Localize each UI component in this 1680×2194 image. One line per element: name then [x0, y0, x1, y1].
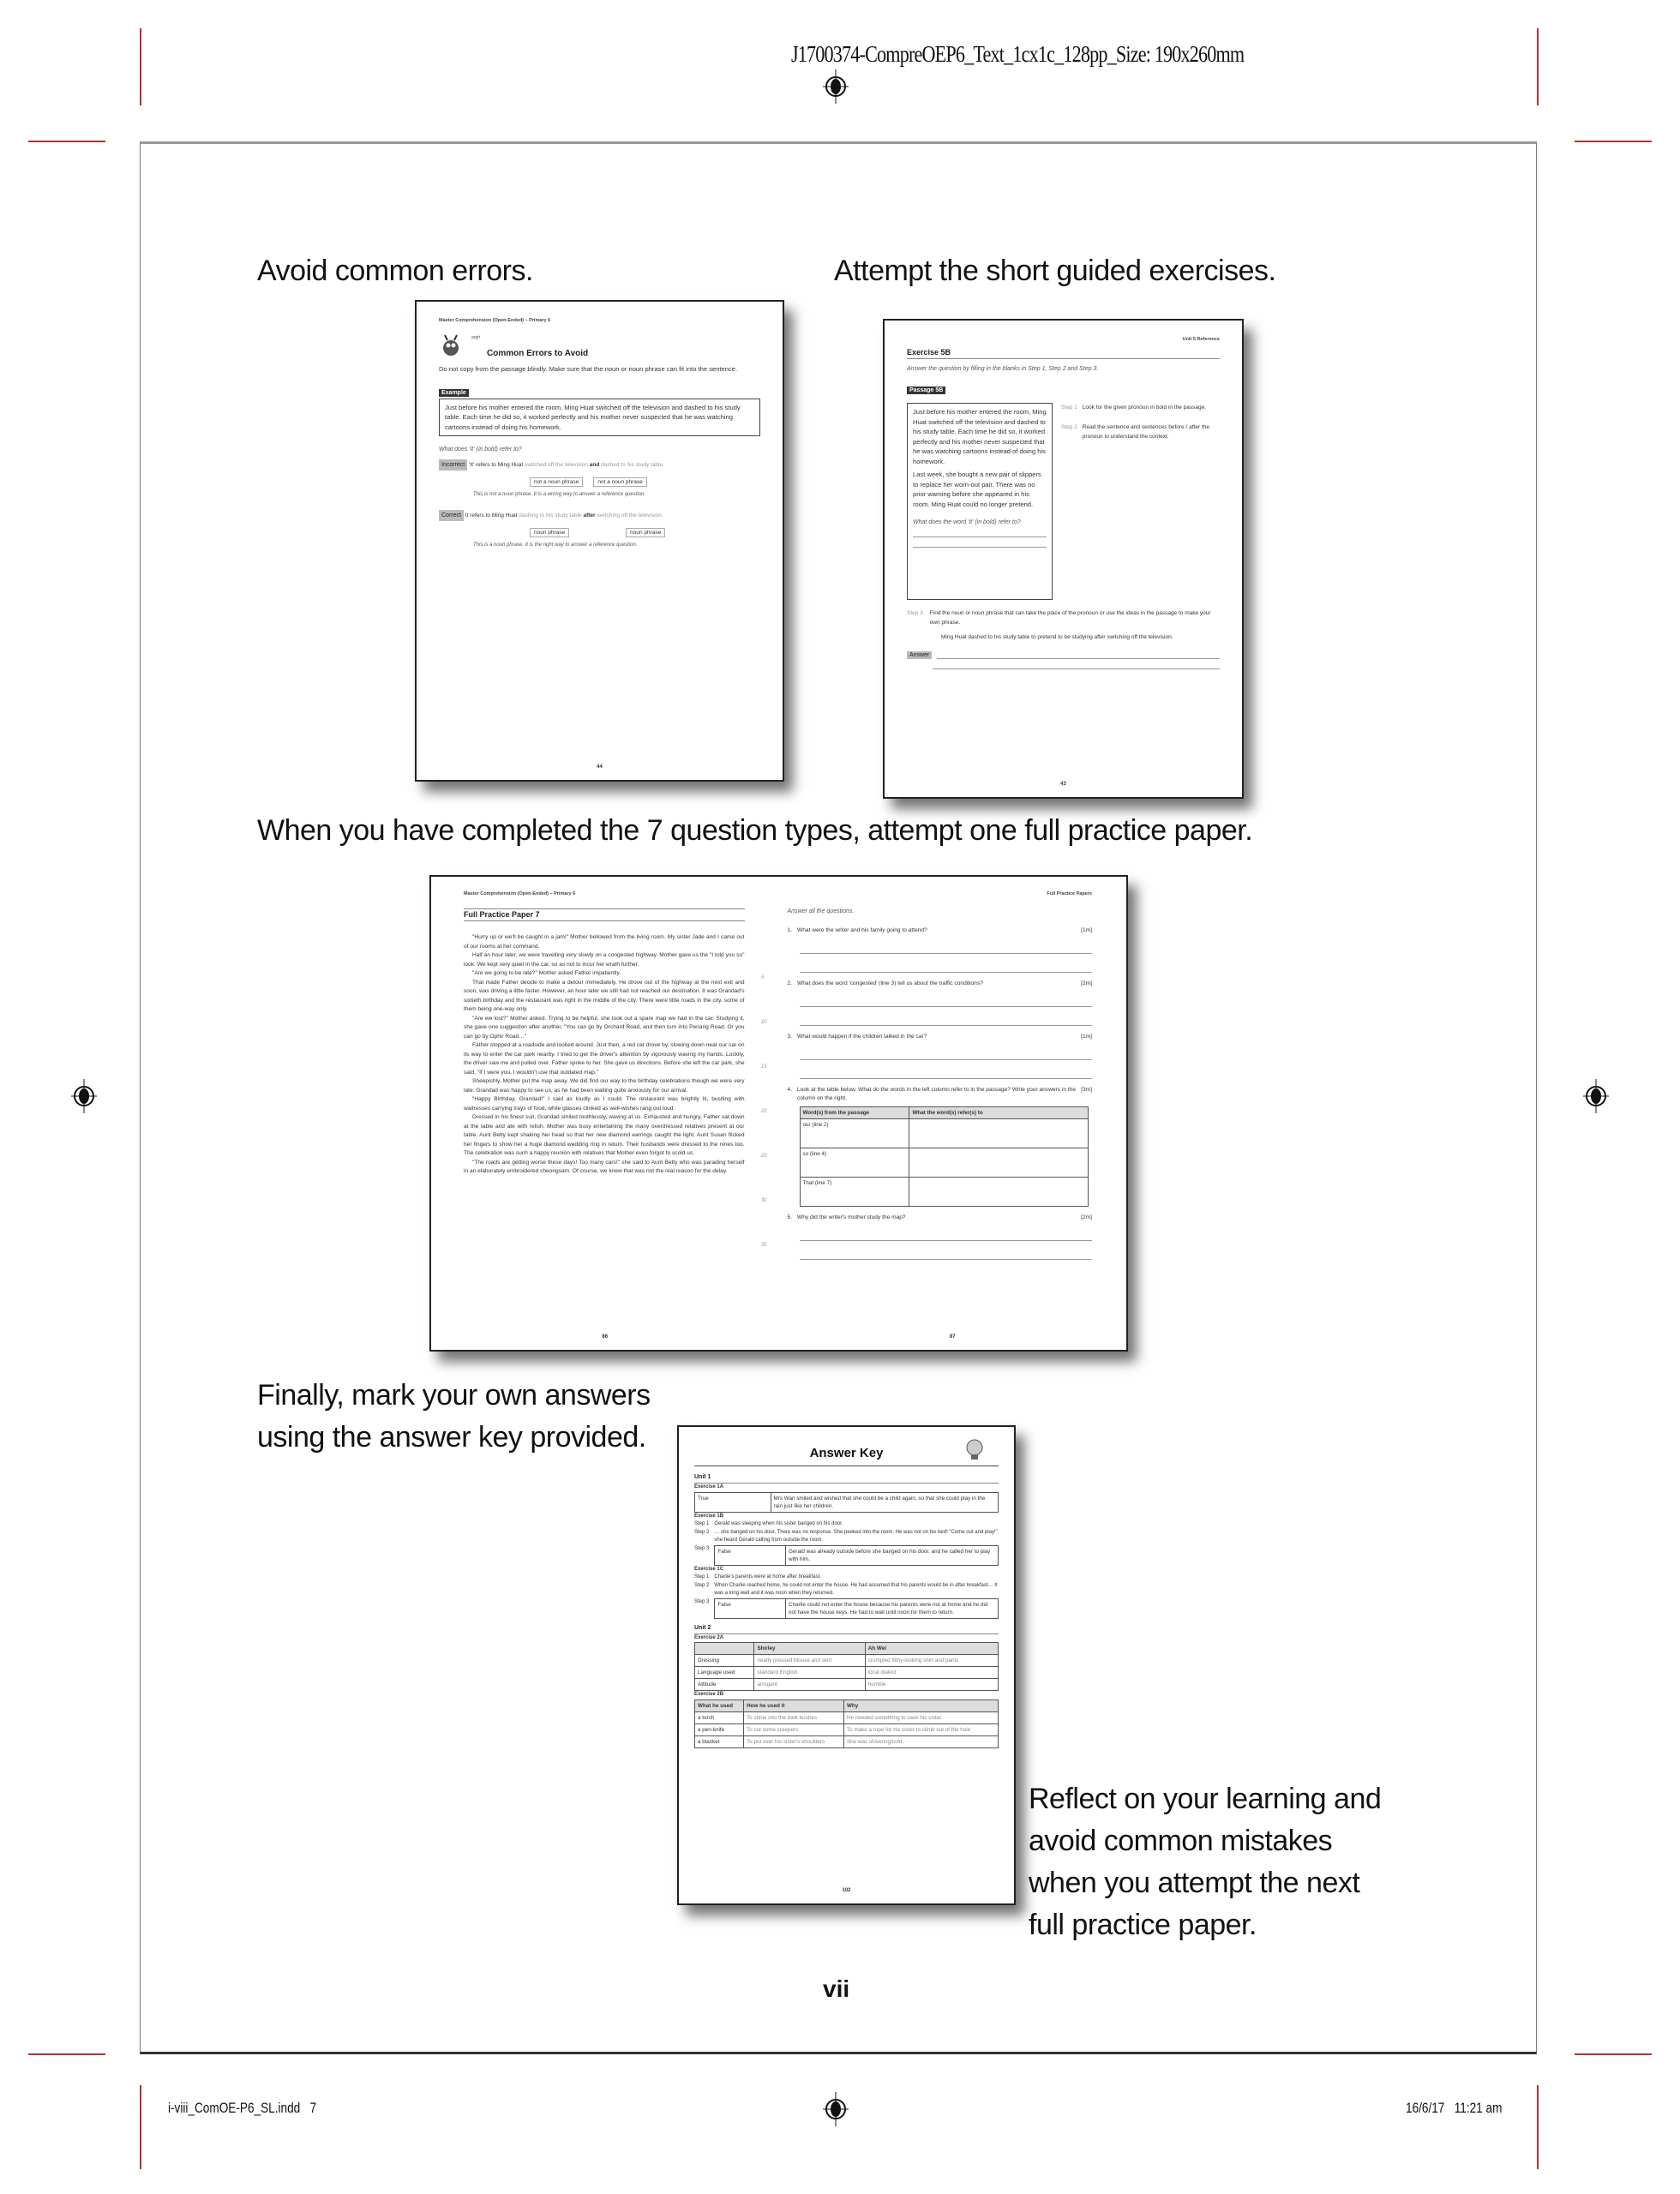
passage-tag: Passage 5B — [907, 387, 945, 394]
passage-text: Just before his mother entered the room, Ming Huat switched off the television and dashed to his study table. Each time he did so, it worked perfectly and his mother never suspected that he was watching cartoons instead of doing his homework. — [913, 408, 1047, 465]
answer-tag: Answer — [907, 651, 932, 659]
crop-mark — [140, 28, 141, 105]
question-text: What would happen if the children talked in the car? — [797, 1034, 927, 1040]
table-cell: To shine into the dark bushes — [744, 1711, 844, 1723]
question-text: Why did the writer's mother study the map? — [797, 1214, 906, 1220]
cell: False — [715, 1545, 786, 1565]
slug-datetime: 16/6/17 11:21 am — [1406, 2100, 1503, 2116]
thumb-header: Master Comprehension (Open-Ended) – Primary 6 — [464, 891, 576, 896]
table-cell: Dressing — [695, 1655, 754, 1667]
correct-after: after — [583, 513, 596, 519]
registration-mark-icon — [71, 1079, 97, 1113]
crop-mark — [1537, 28, 1539, 105]
question-item — [788, 980, 1093, 1026]
crop-mark — [28, 141, 105, 142]
table-header: What he used — [695, 1699, 744, 1711]
passage-paragraph: Father stopped at a roadside and looked around. Just then, a red car drove by, slowing down near our car on its way to enter the car park nearby. I tried to get the driver's attention by vigorously waving my hands. Luckily, the driver saw me and pulled over. Father spoke to her. She gave us directions. Before she left the car park, she said, "If I were you, I wouldn't use that outdated map." — [464, 1042, 745, 1076]
table-cell: so (line 4) — [800, 1148, 909, 1178]
table-cell: She was shivering/cold. — [843, 1735, 998, 1747]
thumb-page-number: 102 — [842, 1888, 851, 1893]
table-cell: That (line 7) — [800, 1178, 909, 1207]
table-header: How he used it — [744, 1699, 844, 1711]
table-header: Ah Wei — [865, 1643, 998, 1655]
incorrect-phrase: dashed to his study table. — [601, 462, 664, 468]
table-cell: Language used — [695, 1667, 754, 1679]
cell: Gerald was already outside before she banged on his door, and he called her to play with him. — [786, 1545, 999, 1565]
thumb-instruction: Answer all the questions. — [787, 908, 855, 914]
label-chip: not a noun phrase — [593, 477, 646, 487]
table-cell: To cut some creepers — [744, 1723, 844, 1735]
table-cell: a pen-knife — [695, 1723, 744, 1735]
question-number: 5. — [787, 1214, 792, 1220]
unit-heading: Unit 1 — [694, 1472, 999, 1484]
table-cell: arrogant — [754, 1679, 865, 1691]
question-number: 1. — [787, 927, 792, 933]
question-number: 4. — [787, 1087, 792, 1093]
line-numbers — [761, 975, 767, 1287]
question-marks: [2m] — [1081, 1214, 1092, 1220]
exercise-heading: Exercise 2B — [694, 1692, 724, 1697]
table-cell: standard English — [754, 1667, 865, 1679]
correct-tag: Correct — [439, 510, 464, 521]
table-cell: neatly pressed blouse and skirt — [754, 1655, 865, 1667]
registration-mark-icon — [823, 69, 849, 104]
thumbnail-practice-paper — [429, 875, 1128, 1352]
crop-mark — [1575, 2053, 1652, 2055]
thumb-page-number: 87 — [949, 1334, 956, 1340]
thumbnail-common-errors — [415, 300, 784, 782]
step-label: Step 1 — [694, 1574, 710, 1580]
passage-question: What does the word 'it' (in bold) refer to? — [913, 519, 1021, 525]
caption-line: avoid common mistakes — [1029, 1825, 1333, 1857]
thumb-header: Master Comprehension (Open-Ended) – Primary 6 — [439, 318, 551, 323]
example-text: Just before his mother entered the room, Ming Huat switched off the television and dashed to his study table. Each time he did so, it worked perfectly and his mother never suspected that he was watching cartoons instead of doing his homework. — [445, 403, 741, 431]
step-label: Step 1 — [694, 1521, 710, 1526]
registration-mark-icon — [823, 2092, 849, 2126]
line-number: 10 — [760, 1020, 767, 1025]
step-text: When Charlie reached home, he could not enter the house. He had assumed that his parents would be in after breakfast… It was a long wait and it was noon when they returned. — [714, 1582, 998, 1596]
cell: Mrs Wan smiled and wished that she could be a child again, so that she could play in the rain just like her children. — [771, 1492, 999, 1512]
correct-phrase: dashing to his study table — [519, 513, 582, 519]
table-header: Why — [843, 1699, 998, 1711]
incorrect-tag: Incorrect — [439, 459, 467, 471]
thumb-title: Full Practice Paper 7 — [464, 908, 745, 921]
mascot-icon — [439, 333, 465, 359]
table-cell: Attitude — [695, 1679, 754, 1691]
thumb-title: Answer Key — [809, 1446, 884, 1460]
question-number: 3. — [787, 1034, 792, 1040]
table-header: What the word(s) refer(s) to — [909, 1107, 1089, 1119]
table-cell: crumpled filthy-looking shirt and pants — [865, 1655, 998, 1667]
step-text: Read the sentence and sentences before / after the pronoun to understand the context. — [1082, 424, 1209, 440]
line-number: 20 — [760, 1109, 767, 1114]
crop-mark — [28, 2053, 105, 2055]
step-label: Step 2 — [1061, 424, 1077, 430]
cell: False — [715, 1598, 786, 1618]
line-number: 15 — [760, 1064, 767, 1070]
page-number: vii — [823, 1975, 850, 2002]
table-cell: local dialect — [865, 1667, 998, 1679]
caption-reflect — [1029, 1778, 1381, 1946]
exercise-heading: Exercise 1B — [694, 1513, 724, 1519]
caption-line: full practice paper. — [1029, 1909, 1257, 1941]
table-cell: To put over his sister's shoulders — [744, 1735, 844, 1747]
step3-example: Ming Huat dashed to his study table to pretend to be studying after switching off the television. — [941, 634, 1173, 640]
passage-paragraph: "Are we going to be late?" Mother asked Father impatiently. — [472, 970, 621, 976]
caption-finally — [257, 1375, 651, 1459]
caption-avoid: Avoid common errors. — [257, 255, 533, 287]
cell: Charlie could not enter the house because his parents were not at home and he did not have the house keys. He had to wait until noon for them to return. — [786, 1598, 999, 1618]
label-chip: not a noun phrase — [530, 477, 583, 487]
caption-line: when you attempt the next — [1029, 1867, 1360, 1899]
step-label: Step 3 — [694, 1598, 710, 1604]
thumb-page-number: 86 — [602, 1334, 609, 1340]
exercise-heading: Exercise 1C — [694, 1566, 724, 1572]
step-label: Step 1 — [1061, 405, 1077, 411]
caption-completed: When you have completed the 7 question types, attempt one full practice paper. — [257, 814, 1253, 847]
label-chip: noun phrase — [530, 528, 569, 537]
step-text: Look for the given pronoun in bold in the passage. — [1082, 405, 1206, 411]
question-number: 2. — [787, 980, 792, 986]
thumb-header: Full Practice Papers — [1047, 891, 1092, 896]
passage-paragraph: "The roads are getting worse these days! Too many cars!" she said to Aunt Betty who was parading herself in an elaborately embroidered cheongsam. Of course, we knew that was not the real reason for the delay. — [464, 1159, 745, 1174]
crop-mark — [1575, 141, 1652, 142]
table-header: Word(s) from the passage — [800, 1107, 909, 1119]
caption-line: using the answer key provided. — [257, 1421, 646, 1454]
mascot-sound: argh — [471, 335, 481, 340]
line-number: 35 — [760, 1243, 767, 1248]
lightbulb-icon — [963, 1436, 987, 1466]
incorrect-note: This is not a noun phrase. It is a wrong way to answer a reference question. — [473, 492, 646, 497]
passage-paragraph: Sheepishly, Mother put the map away. We did find our way to the birthday celebrations though we were very late. Grandad was happy to see us, as he had been waiting quite anxiously for our arrival. — [464, 1078, 745, 1094]
exercise-2a-table — [694, 1642, 999, 1691]
question-marks: [1m] — [1081, 1034, 1092, 1040]
crop-mark — [1537, 2085, 1539, 2169]
thumb-page-number: 43 — [1060, 782, 1066, 787]
table-cell: a torch — [695, 1711, 744, 1723]
thumb-header: Unit 5 Reference — [1182, 337, 1220, 342]
step-text: Gerald was sleeping when his sister banged on his door. — [714, 1521, 843, 1526]
thumb-page-number: 44 — [597, 764, 603, 770]
passage-paragraph: "Happy Birthday, Grandad!" I said as loudly as I could. The restaurant was brightly lit, bustling with waitresses carrying trays of food, while glasses clinked as well-wishes rang out loud. — [464, 1096, 745, 1112]
table-cell: To make a rope for his sister to climb out of the hole — [843, 1723, 998, 1735]
table-cell: our (line 2) — [800, 1119, 909, 1148]
exercise-heading: Exercise 2A — [694, 1634, 724, 1640]
step-label: Step 3 — [907, 610, 923, 616]
question-item — [788, 1086, 1093, 1207]
correct-text: It refers to Ming Huat — [465, 513, 518, 519]
label-chip: noun phrase — [626, 528, 665, 537]
passage-text: Last week, she bought a new pair of slippers to replace her worn-out pair. There was no prior warning before she appeared in his room. Ming Huat could no longer pretend. — [913, 471, 1041, 508]
step-text: Find the noun or noun phrase that can take the place of the pronoun or use the ideas in the passage to make your own phrase. — [929, 610, 1211, 626]
question-text: What were the writer and his family going to attend? — [797, 927, 927, 933]
passage-paragraph: Half an hour later, we were travelling very slowly on a congested highway. Mother gave us the "I told you so" look. We kept very quiet in the car, so as not to incur her wrath further. — [464, 952, 745, 968]
question-item — [788, 926, 1093, 973]
question-text: Look at the table below. What do the words in the left column refer to in the passage? Write your answers in the column on the right. — [797, 1087, 1076, 1101]
unit-heading: Unit 2 — [694, 1622, 999, 1634]
correct-note: This is a noun phrase. It is the right way to answer a reference question. — [473, 543, 638, 548]
incorrect-phrase: switched off the television — [525, 462, 588, 468]
step-text: Charlie's parents were at home after breakfast. — [714, 1574, 821, 1580]
thumb-intro: Do not copy from the passage blindly. Make sure that the noun or noun phrase can fit into the sentence. — [439, 365, 738, 373]
step-label: Step 2 — [694, 1529, 710, 1535]
passage-paragraph: "Are we lost?" Mother asked. Trying to be helpful, she took out a spare map we had in the car. Studying it, she gave one suggestion after another, "You can go by Orchard Road, and then turn into Penang Road. Or you can go by Ophir Road…" — [464, 1015, 745, 1040]
incorrect-text: 'It' refers to Ming Huat — [469, 462, 524, 468]
question-text: What does the word 'congested' (line 3) tell us about the traffic conditions? — [797, 980, 983, 986]
question-item — [788, 1033, 1093, 1079]
question-item — [788, 1214, 1093, 1260]
question-marks: [3m] — [1081, 1087, 1092, 1093]
incorrect-and: and — [589, 462, 600, 468]
passage-paragraph: "Hurry up or we'll be caught in a jam!" Mother bellowed from the living room. My sister Jade and I came out of our rooms at her command. — [464, 934, 745, 950]
thumbnail-guided-exercise — [883, 319, 1244, 799]
question-marks: [1m] — [1081, 927, 1092, 933]
example-tag: Example — [439, 389, 469, 397]
step-text: … she banged on his door. There was no response. She peeked into the room. He was not on his bed! "Come out and play!" she heard Gerald calling from outside the room. — [714, 1529, 998, 1543]
caption-attempt: Attempt the short guided exercises. — [834, 255, 1276, 287]
thumbnail-answer-key — [677, 1425, 1016, 1905]
line-number: 25 — [760, 1154, 767, 1159]
correct-phrase: switching off the television. — [597, 513, 663, 519]
step-label: Step 3 — [694, 1545, 710, 1551]
step-label: Step 2 — [694, 1582, 710, 1588]
slug-filename: i-viii_ComOE-P6_SL.indd 7 — [168, 2100, 317, 2116]
exercise-2b-table — [694, 1699, 999, 1748]
line-number: 5 — [760, 975, 765, 980]
question-marks: [2m] — [1081, 980, 1092, 986]
line-number: 30 — [760, 1198, 767, 1203]
table-header — [695, 1643, 754, 1655]
exercise-heading: Exercise 1A — [694, 1484, 724, 1490]
answer-key-content — [694, 1472, 999, 1748]
table-cell: a blanket — [695, 1735, 744, 1747]
thumb-instruction: Answer the question by filling in the blanks in Step 1, Step 2 and Step 3. — [907, 366, 1099, 372]
passage — [464, 933, 745, 1177]
table-cell: humble — [865, 1679, 998, 1691]
passage-paragraph: Dressed in his finest suit, Grandad smiled toothlessly, waving at us. Exhausted and hungry, Father sat down at the table and ate with relish. Mother was busy entertaining the many overdressed relatives present at our table. Aunt Betty kept shaking her head so that her new diamond earrings caught the light. Aunt Susan flicked her fingers to show her a huge diamond wedding ring in return. Their husbands were dressed to the nines too. The celebration was such a happy reunion with relatives that Mother even forgot to scold us. — [464, 1114, 745, 1156]
table-cell: He needed something to save his sister. — [843, 1711, 998, 1723]
passage-paragraph: That made Father decide to make a detour immediately. He drove out of the highway at the next exit and soon, was driving a little faster. However, an hour later we still had not reached our destination. It was Grandad's sixtieth birthday and the restaurant was right in the middle of the city. There were little roads in the city, some of them being one-way only. — [464, 979, 745, 1012]
questions — [788, 926, 1093, 1260]
thumb-question: What does 'it' (in bold) refer to? — [439, 447, 522, 453]
slug-title: J1700374-CompreOEP6_Text_1cx1c_128pp_Size: 190x260mm — [791, 41, 1245, 67]
cell: True — [695, 1492, 771, 1512]
thumb-title: Common Errors to Avoid — [487, 349, 589, 358]
caption-line: Finally, mark your own answers — [257, 1379, 651, 1412]
caption-line: Reflect on your learning and — [1029, 1783, 1382, 1815]
thumb-title: Exercise 5B — [907, 347, 1220, 359]
table-header: Shirley — [754, 1643, 865, 1655]
crop-mark — [140, 2085, 141, 2169]
registration-mark-icon — [1583, 1079, 1609, 1113]
